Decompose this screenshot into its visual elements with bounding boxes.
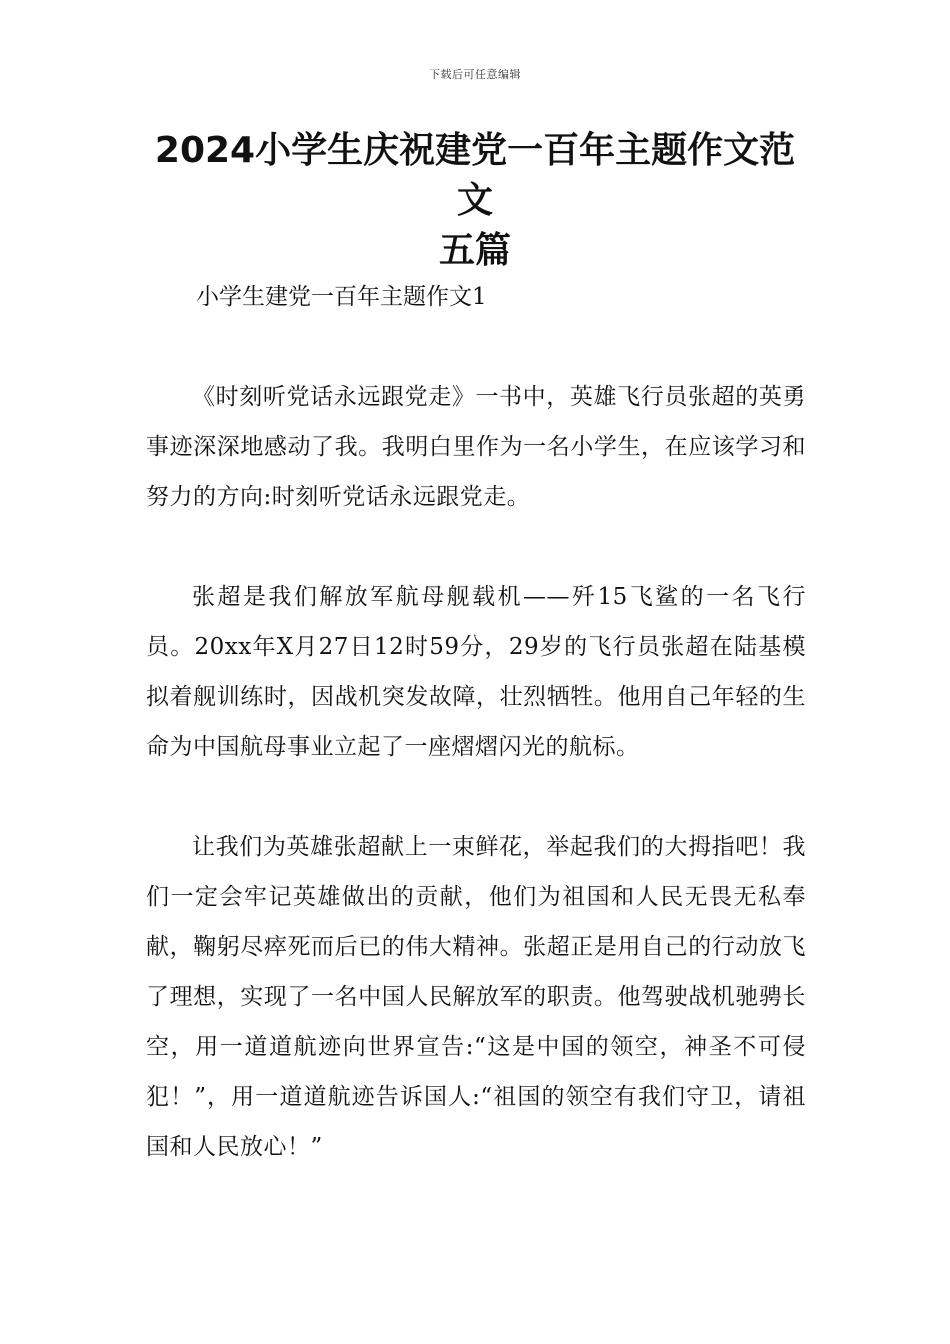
title-line-2: 五篇 [438,230,511,271]
section-heading: 小学生建党一百年主题作文1 [196,284,487,310]
paragraph-2: 张超是我们解放军航母舰载机——歼15飞鲨的一名飞行员。20xx年X月27日12时59分，29岁的飞行员张超在陆基模拟着舰训练时，因战机突发故障，壮烈牺牲。他用自己年轻的生命为中国航母事业立起了一座熠熠闪光的航标。 [146,584,806,760]
title-line-1: 2024小学生庆祝建党一百年主题作文范文 [154,130,796,221]
document-title [140,126,810,276]
paragraph-3: 让我们为英雄张超献上一束鲜花，举起我们的大拇指吧！我们一定会牢记英雄做出的贡献，他们为祖国和人民无畏无私奉献，鞠躬尽瘁死而后已的伟大精神。张超正是用自己的行动放飞了理想，实现了一名中国人民解放军的职责。他驾驶战机驰骋长空，用一道道航迹向世界宣告:“这是中国的领空，神圣不可侵犯！”，用一道道航迹告诉国人:“祖国的领空有我们守卫，请祖国和人民放心！” [146,834,806,1160]
header-note: 下载后可任意编辑 [429,68,521,81]
paragraph-1: 《时刻听党话永远跟党走》一书中，英雄飞行员张超的英勇事迹深深地感动了我。我明白里作为一名小学生，在应该学习和努力的方向:时刻听党话永远跟党走。 [146,384,806,510]
essay-body [146,372,806,1222]
